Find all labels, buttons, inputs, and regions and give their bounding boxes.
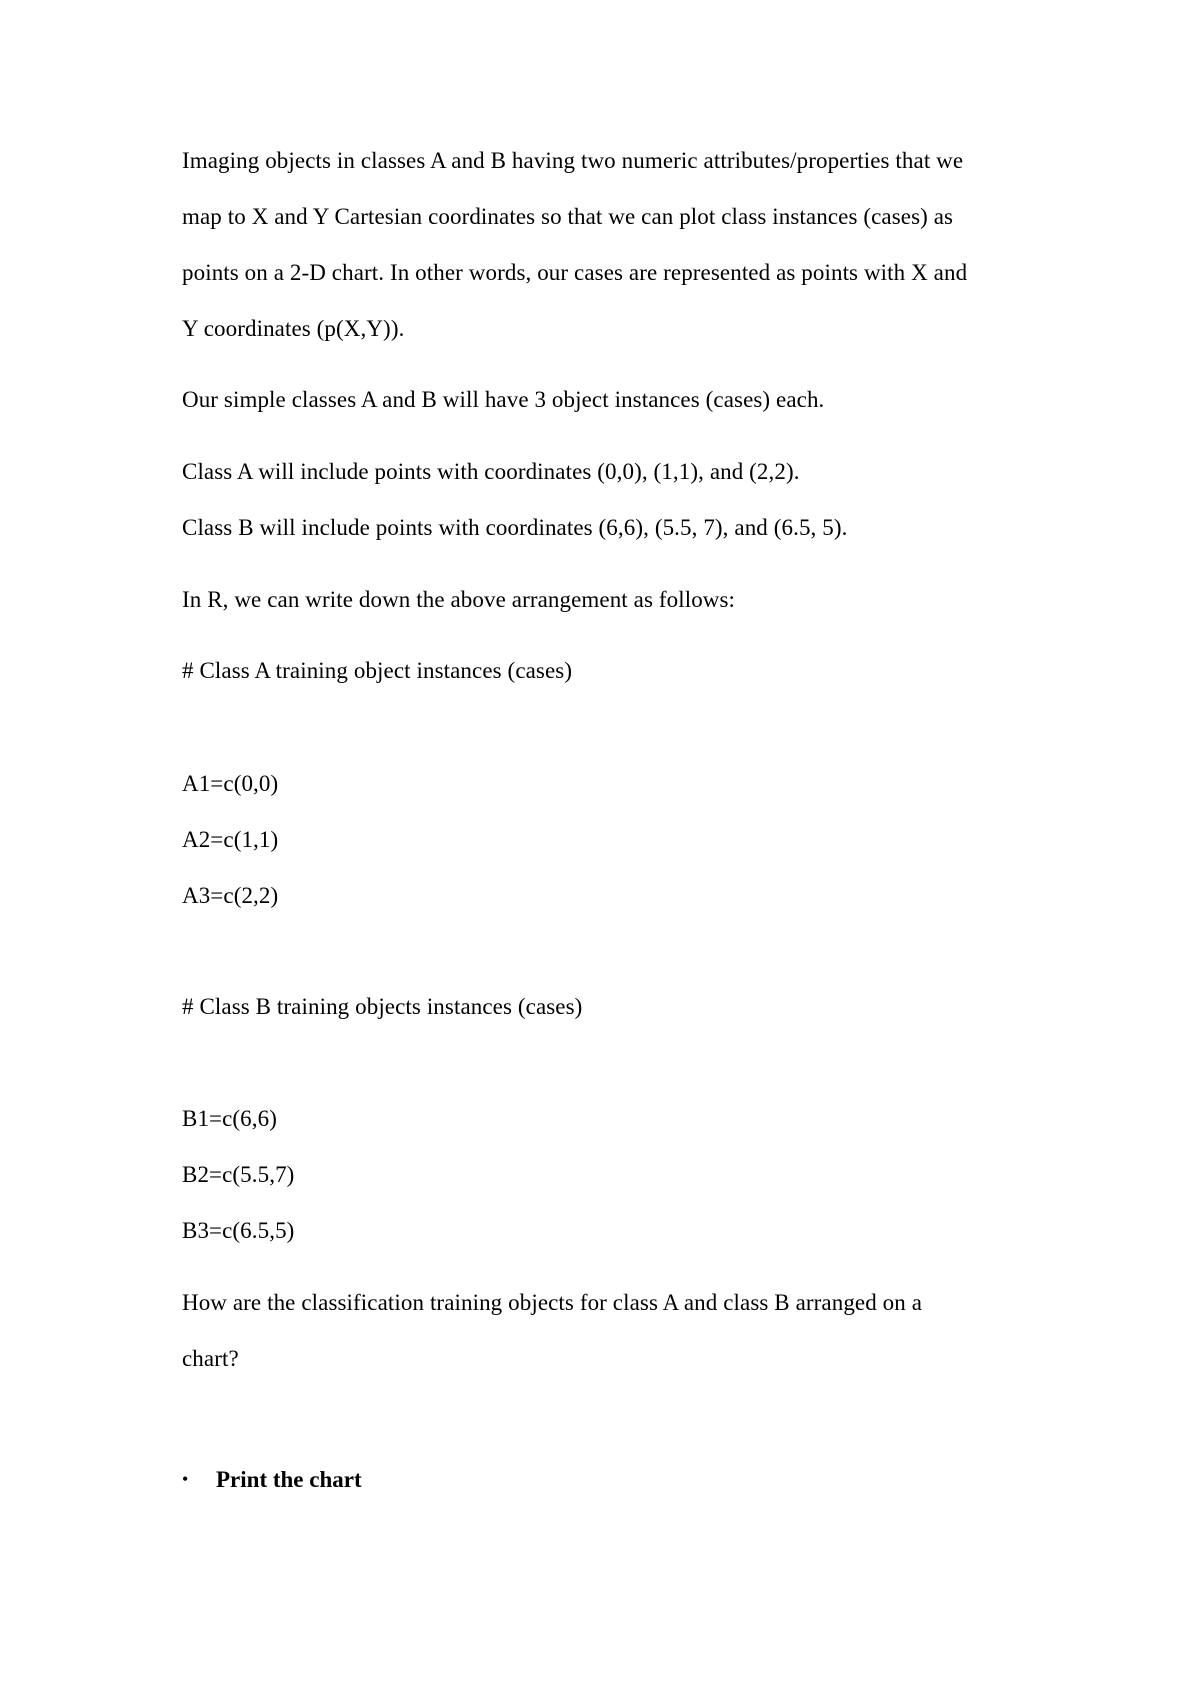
class-a-comment: # Class A training object instances (cases) bbox=[182, 658, 573, 683]
code-line-a3: A3=c(2,2) bbox=[182, 883, 279, 908]
class-b-description: Class B will include points with coordinates (6,6), (5.5, 7), and (6.5, 5). bbox=[182, 515, 848, 540]
bullet-item bbox=[182, 1466, 362, 1495]
bullet-icon: • bbox=[182, 1469, 189, 1489]
code-line-a2: A2=c(1,1) bbox=[182, 827, 279, 852]
code-line-b2: B2=c(5.5,7) bbox=[182, 1162, 295, 1187]
code-line-a1: A1=c(0,0) bbox=[182, 771, 279, 796]
intro-line-1: Imaging objects in classes A and B having two numeric attributes/properties that we bbox=[182, 148, 964, 173]
in-r-text: In R, we can write down the above arrangement as follows: bbox=[182, 587, 736, 612]
simple-classes-text: Our simple classes A and B will have 3 object instances (cases) each. bbox=[182, 387, 825, 412]
code-line-b1: B1=c(6,6) bbox=[182, 1106, 277, 1131]
intro-line-3: points on a 2-D chart. In other words, our cases are represented as points with X and bbox=[182, 260, 968, 285]
question-line-2: chart? bbox=[182, 1346, 239, 1371]
bullet-text: Print the chart bbox=[216, 1467, 362, 1492]
intro-line-2: map to X and Y Cartesian coordinates so that we can plot class instances (cases) as bbox=[182, 204, 954, 229]
class-a-description: Class A will include points with coordinates (0,0), (1,1), and (2,2). bbox=[182, 459, 800, 484]
code-line-b3: B3=c(6.5,5) bbox=[182, 1218, 295, 1243]
question-line-1: How are the classification training objects for class A and class B arranged on a bbox=[182, 1290, 923, 1315]
intro-line-4: Y coordinates (p(X,Y)). bbox=[182, 316, 405, 341]
class-b-comment: # Class B training objects instances (cases) bbox=[182, 994, 583, 1019]
